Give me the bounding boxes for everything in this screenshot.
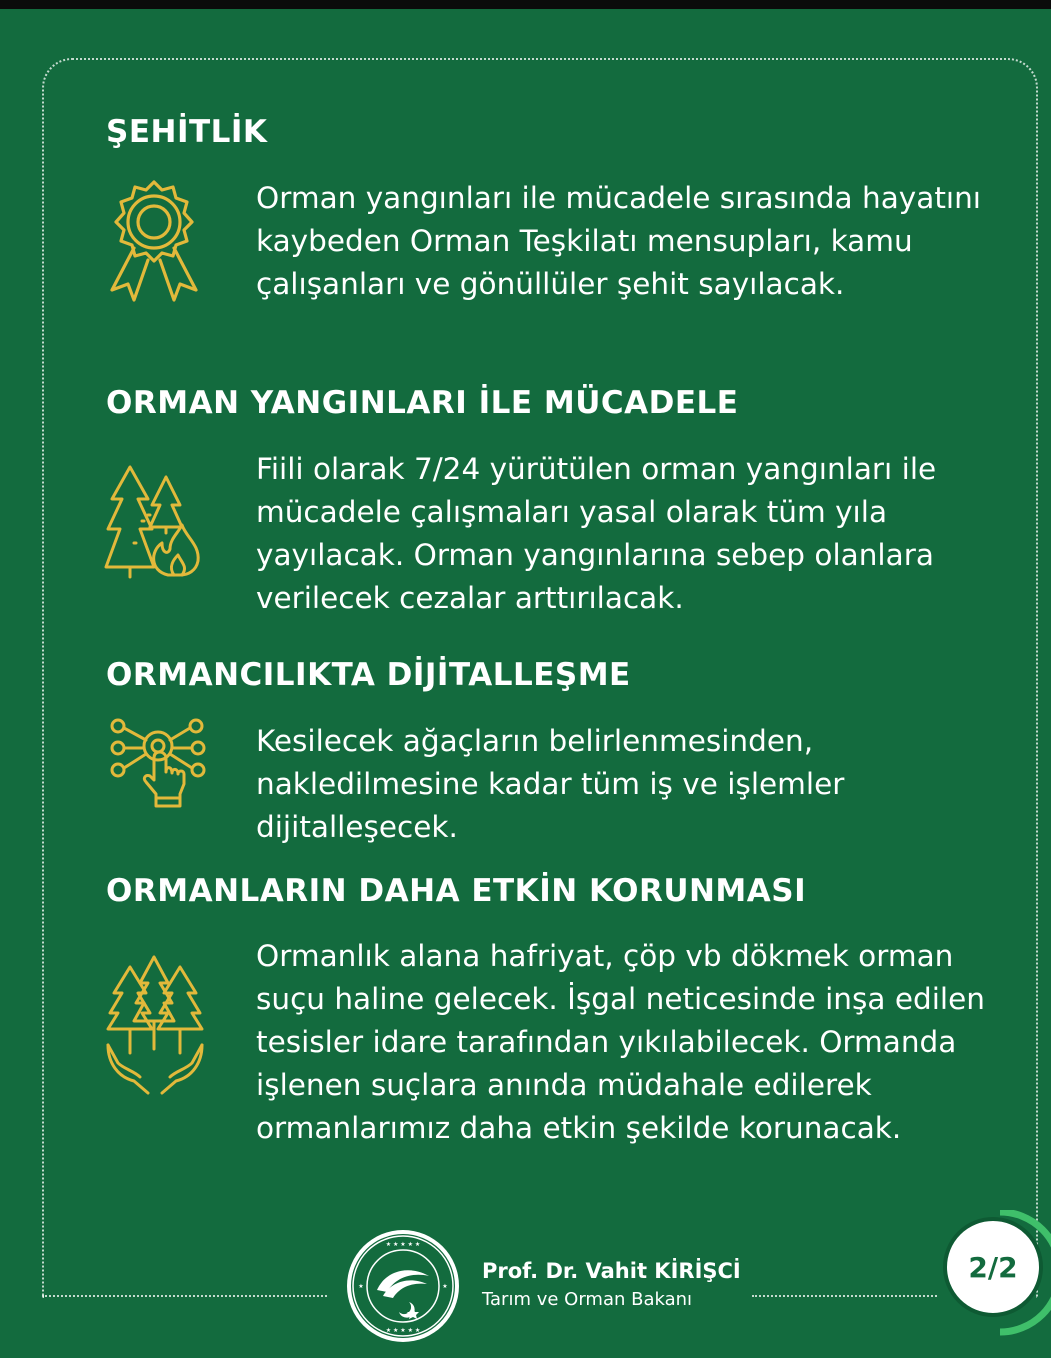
page-indicator	[940, 1210, 1051, 1340]
ministry-seal-icon	[345, 1228, 461, 1344]
minister-name: Prof. Dr. Vahit KİRİŞCİ	[482, 1259, 741, 1283]
section-body-sehitlik: Orman yangınları ile mücadele sırasında hayatını kaybeden Orman Teşkilatı mensupları, kamu çalışanları ve gönüllüler şehit sayılacak.	[256, 181, 981, 301]
medal-ribbon-icon	[104, 178, 204, 304]
section-title-korunmasi: ORMANLARIN DAHA ETKİN KORUNMASI	[106, 873, 807, 909]
svg-text:★ ★ ★ ★ ★: ★ ★ ★ ★ ★	[385, 1327, 421, 1334]
minister-role: Tarım ve Orman Bakanı	[482, 1289, 693, 1310]
footer-divider-left	[42, 1295, 327, 1297]
section-title-dijitallesme: ORMANCILIKTA DİJİTALLEŞME	[106, 657, 631, 693]
svg-text:★: ★	[442, 1283, 448, 1290]
section-body-dijitallesme: Kesilecek ağaçların belirlenmesinden, nakledilmesine kadar tüm iş ve işlemler dijitalleşecek.	[256, 724, 845, 844]
forest-fire-icon	[104, 463, 204, 579]
section-title-orman-yanginlari: ORMAN YANGINLARI İLE MÜCADELE	[106, 385, 739, 421]
top-bar	[0, 0, 1051, 9]
digital-touch-network-icon	[110, 718, 206, 810]
page-number-badge	[943, 1217, 1043, 1317]
svg-text:★: ★	[358, 1283, 364, 1290]
section-body-korunmasi: Ormanlık alana hafriyat, çöp vb dökmek orman suçu haline gelecek. İşgal neticesinde inşa edilen tesisler idare tarafından yıkılabilecek. Ormanda işlenen suçlara anında müdahale edilerek ormanlarımız daha etkin şekilde korunacak.	[256, 939, 985, 1145]
section-body-orman-yanginlari: Fiili olarak 7/24 yürütülen orman yangınları ile mücadele çalışmaları yasal olarak tüm yıla yayılacak. Orman yangınlarına sebep olanlara verilecek cezalar arttırılacak.	[256, 452, 937, 615]
hands-protecting-trees-icon	[104, 953, 206, 1095]
section-title-sehitlik: ŞEHİTLİK	[106, 114, 268, 150]
page-number: 2/2	[968, 1250, 1018, 1284]
svg-text:★ ★ ★ ★ ★: ★ ★ ★ ★ ★	[385, 1241, 421, 1248]
footer-divider-right	[752, 1295, 937, 1297]
